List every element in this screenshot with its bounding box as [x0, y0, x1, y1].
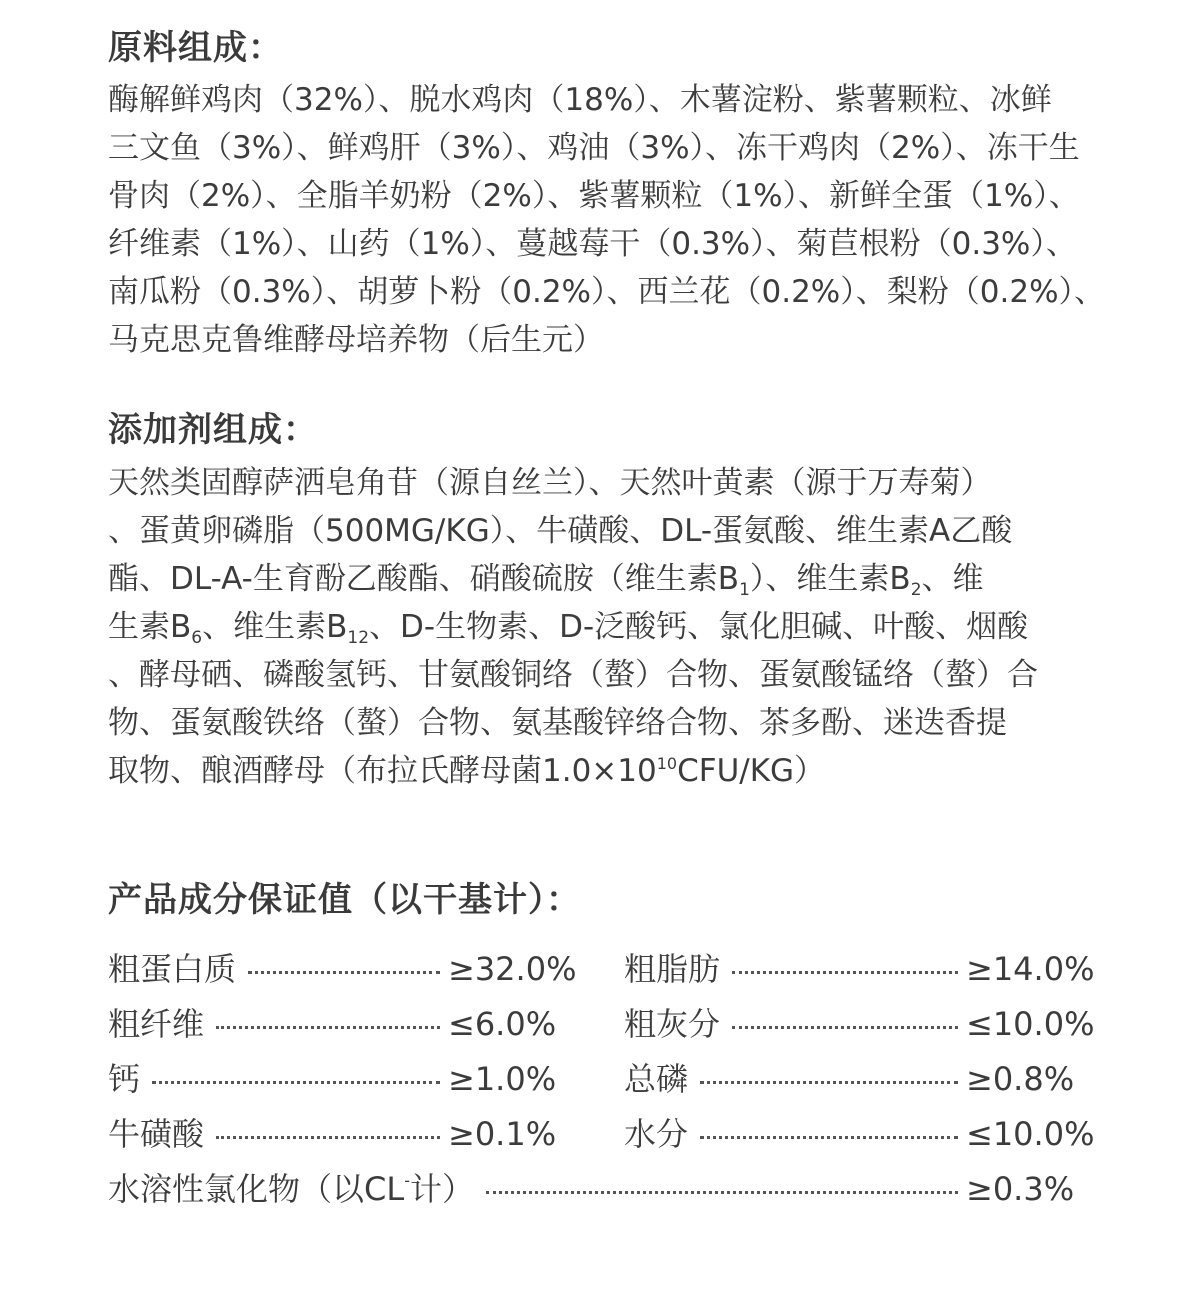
nutrient-value: ≥0.8%: [966, 1060, 1075, 1098]
nutrient-name: 粗脂肪: [624, 950, 721, 988]
additives-line: 天然类固醇萨洒皂角苷（源自丝兰）、天然叶黄素（源于万寿菊）: [108, 465, 992, 501]
additives-line: 、蛋黄卵磷脂（500MG/KG）、牛磺酸、DL-蛋氨酸、维生素A乙酸: [108, 513, 1013, 549]
guarantee-title: 产品成分保证值（以干基计）：: [108, 880, 581, 920]
leader-dots: [732, 1026, 958, 1029]
ingredients-line: 南瓜粉（0.3%）、胡萝卜粉（0.2%）、西兰花（0.2%）、梨粉（0.2%）、: [108, 274, 1106, 310]
nutrient-value: ≥0.3%: [966, 1170, 1075, 1208]
nutrient-row-moisture: [624, 1109, 1095, 1153]
leader-dots: [486, 1191, 958, 1194]
nutrient-row-crude-fiber: [108, 999, 566, 1043]
nutrient-value: ≥32.0%: [448, 950, 577, 988]
nutrient-row-crude-ash: [624, 999, 1095, 1043]
ingredients-line: 三文鱼（3%）、鲜鸡肝（3%）、鸡油（3%）、冻干鸡肉（2%）、冻干生: [108, 130, 1080, 166]
nutrient-value: ≤10.0%: [966, 1115, 1095, 1153]
nutrient-name: 水分: [624, 1115, 689, 1153]
leader-dots: [248, 971, 440, 974]
additives-line: 酯、DL-A-生育酚乙酸酯、硝酸硫胺（维生素$B_1$）、维生素$B_2$、维: [108, 561, 984, 600]
additives-line: 取物、酿酒酵母（布拉氏酵母菌$1.0\times 10^{10}CFU/KG$）: [108, 753, 826, 789]
additives-line: 物、蛋氨酸铁络（螯）合物、氨基酸锌络合物、茶多酚、迷迭香提: [108, 705, 1007, 741]
nutrient-name: 牛磺酸: [108, 1115, 205, 1153]
ingredients-title: 原料组成：: [108, 28, 283, 68]
nutrient-value: ≤10.0%: [966, 1005, 1095, 1043]
nutrient-row-phosphorus: [624, 1054, 1084, 1098]
ingredients-line: 纤维素（1%）、山药（1%）、蔓越莓干（0.3%）、菊苣根粉（0.3%）、: [108, 226, 1077, 262]
nutrient-value: ≥1.0%: [448, 1060, 557, 1098]
nutrient-row-crude-fat: [624, 944, 1095, 988]
nutrient-value: ≥14.0%: [966, 950, 1095, 988]
leader-dots: [732, 971, 958, 974]
additives-line: 生素$B_6$、维生素$B_{12}$、D-生物素、D-泛酸钙、氯化胆碱、叶酸、烟酸: [108, 609, 1029, 648]
nutrient-name: 钙: [108, 1060, 141, 1098]
nutrient-name: 粗蛋白质: [108, 950, 237, 988]
nutrient-name: 总磷: [624, 1060, 689, 1098]
leader-dots: [216, 1026, 440, 1029]
nutrient-row-calcium: [108, 1054, 566, 1098]
ingredients-line: 骨肉（2%）、全脂羊奶粉（2%）、紫薯颗粒（1%）、新鲜全蛋（1%）、: [108, 178, 1080, 214]
nutrient-name: 粗纤维: [108, 1005, 205, 1043]
leader-dots: [700, 1136, 958, 1139]
nutrient-value: ≥0.1%: [448, 1115, 557, 1153]
leader-dots: [216, 1136, 440, 1139]
nutrient-row-taurine: [108, 1109, 566, 1153]
additives-line: 、酵母硒、磷酸氢钙、甘氨酸铜络（螯）合物、蛋氨酸锰络（螯）合: [108, 657, 1038, 693]
ingredients-line: 马克思克鲁维酵母培养物（后生元）: [108, 322, 604, 358]
leader-dots: [700, 1081, 958, 1084]
nutrient-name: 粗灰分: [624, 1005, 721, 1043]
leader-dots: [152, 1081, 440, 1084]
ingredients-list: [108, 76, 1106, 364]
nutrient-name: 水溶性氯化物（以CL-计）: [108, 1170, 474, 1208]
additives-title: 添加剂组成：: [108, 410, 318, 450]
ingredients-line: 酶解鲜鸡肉（32%）、脱水鸡肉（18%）、木薯淀粉、紫薯颗粒、冰鲜: [108, 82, 1052, 118]
additives-list: [108, 459, 1088, 795]
nutrient-row-crude-protein: [108, 944, 577, 988]
nutrient-row-chloride: [108, 1164, 1084, 1208]
nutrient-value: ≤6.0%: [448, 1005, 557, 1043]
